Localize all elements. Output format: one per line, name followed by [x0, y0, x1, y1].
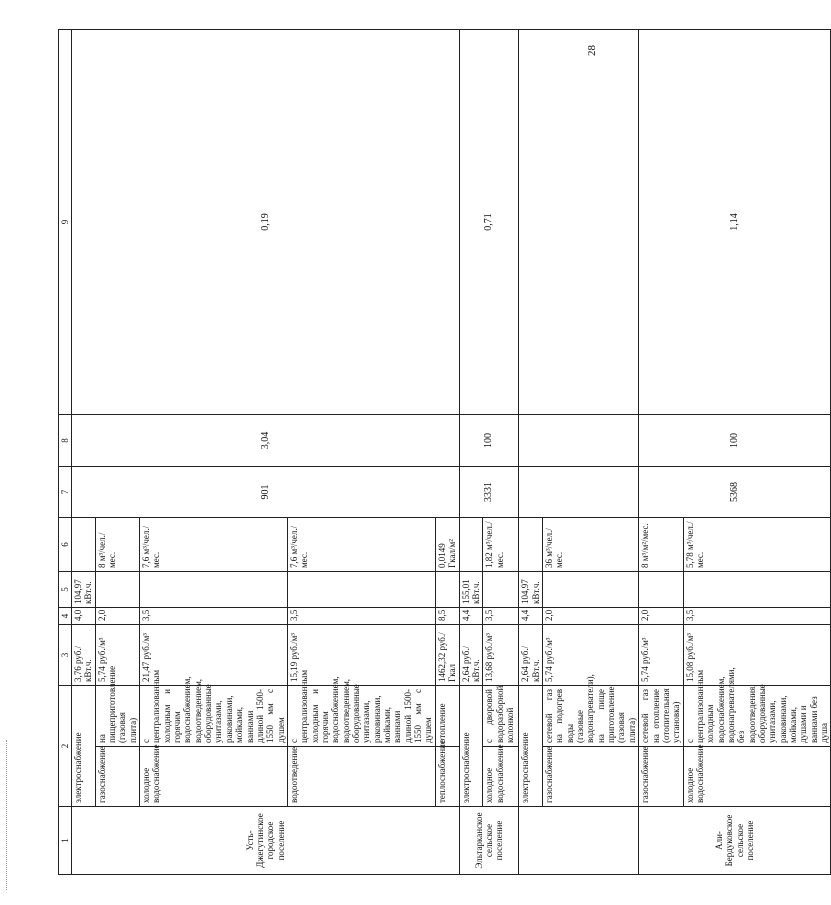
norm-cell — [459, 518, 483, 572]
service-name: газоснабжение — [639, 747, 683, 807]
settlement-name: Усть-Джегутинское городское поселение — [72, 807, 460, 875]
norm-kwh-cell: 104,97 кВт.ч. — [72, 572, 96, 608]
header-cell: 2 — [59, 686, 72, 807]
norm-cell — [72, 518, 96, 572]
ratio-cell: 1,14 — [639, 30, 831, 415]
percent-cell: 100 — [639, 415, 831, 467]
norm-cell: 8 м³/чел./мес. — [95, 518, 139, 572]
service-name: теплоснабжение — [435, 747, 459, 807]
header-row — [59, 30, 72, 875]
header-cell: 6 — [59, 518, 72, 572]
rate-cell: 2,0 — [639, 608, 683, 625]
tariff-cell: 15,19 руб./м³ — [287, 625, 435, 686]
service-name: газоснабжение — [543, 747, 639, 807]
norm-kwh-cell — [435, 572, 459, 608]
service-description: с централизованным холодным и горячим водоснабжением, водоотведением, оборудованные унитазами, раковинами, мойками, ваннами длиной 1500-1550 мм с душем — [287, 686, 435, 747]
settlement-name — [519, 807, 639, 875]
utilities-table — [58, 29, 831, 875]
header-cell: 9 — [59, 30, 72, 415]
norm-kwh-cell — [287, 572, 435, 608]
norm-cell: 7,6 м³/чел./мес. — [140, 518, 288, 572]
service-name: водоотведение — [287, 747, 435, 807]
rate-cell: 3,5 — [483, 608, 519, 625]
service-name: электроснабжение — [459, 686, 483, 807]
norm-kwh-cell — [543, 572, 639, 608]
norm-kwh-cell: 155,01 кВт.ч. — [459, 572, 483, 608]
norm-cell: 1,82 м³/чел./мес. — [483, 518, 519, 572]
table-row — [459, 30, 483, 875]
norm-cell — [519, 518, 543, 572]
rate-cell: 4,4 — [519, 608, 543, 625]
norm-cell: 5,78 м³/чел./мес. — [683, 518, 831, 572]
header-cell: 5 — [59, 572, 72, 608]
rate-cell: 3,5 — [683, 608, 831, 625]
service-name: газоснабжение — [95, 747, 139, 807]
service-description: с централизованным холодным и горячим водоснабжением, водоотведением, оборудованные унитазами, раковинами, мойками, ваннами длиной 1500-1550 мм с душем — [140, 686, 288, 747]
norm-kwh-cell — [95, 572, 139, 608]
norm-kwh-cell — [483, 572, 519, 608]
tariff-cell: 5,74 руб./м³ — [543, 625, 639, 686]
norm-cell: 8 м³/м²/мес. — [639, 518, 683, 572]
service-description: сетевой газ на отопление (отопительная установка) — [639, 686, 683, 747]
rotated-page — [58, 30, 829, 875]
norm-kwh-cell: 104,97 кВт.ч. — [519, 572, 543, 608]
header-cell: 1 — [59, 807, 72, 875]
tariff-cell: 1462,32 руб./Гкал — [435, 625, 459, 686]
service-description: с централизованным холодным водоснабжением, водонагревателями, без водоотведения, оборудованные унитазами, раковинами, мойками, душами и ваннами без душа — [683, 686, 831, 747]
percent-cell — [519, 415, 639, 467]
norm-kwh-cell — [683, 572, 831, 608]
rate-cell: 3,5 — [140, 608, 288, 625]
norm-cell: 36 м³/чел./мес. — [543, 518, 639, 572]
tariff-cell: 2,64 руб./кВт.ч. — [459, 625, 483, 686]
table-row — [72, 30, 96, 875]
settlement-name: Али-Бердуковское сельское поселение — [639, 807, 831, 875]
norm-kwh-cell — [140, 572, 288, 608]
rate-cell: 4,0 — [72, 608, 96, 625]
service-description: с дворовой водоразборной колонкой — [483, 686, 519, 747]
header-cell: 4 — [59, 608, 72, 625]
tariff-cell: 5,74 руб./м³ — [95, 625, 139, 686]
header-cell: 8 — [59, 415, 72, 467]
ratio-cell: 0,19 — [72, 30, 460, 415]
rate-cell: 2,0 — [95, 608, 139, 625]
rate-cell: 4,4 — [459, 608, 483, 625]
service-name: холодное водоснабжение — [140, 747, 288, 807]
rate-cell: 2,0 — [543, 608, 639, 625]
service-name: электроснабжение — [519, 686, 543, 807]
tariff-cell: 21,47 руб./м³ — [140, 625, 288, 686]
service-name: электроснабжение — [72, 686, 96, 807]
service-description: на пищеприготовление (газовая плита) — [95, 686, 139, 747]
count-cell: 3331 — [459, 467, 519, 518]
tariff-cell: 2,64 руб./кВт.ч. — [519, 625, 543, 686]
settlement-name: Эльтарканское сельское поселение — [459, 807, 519, 875]
tariff-cell: 13,68 руб./м³ — [483, 625, 519, 686]
tariff-cell: 3,76 руб./кВт.ч. — [72, 625, 96, 686]
percent-cell: 3,04 — [72, 415, 460, 467]
service-name: холодное водоснабжение — [683, 747, 831, 807]
header-cell: 3 — [59, 625, 72, 686]
count-cell: 5368 — [639, 467, 831, 518]
page-number: 28 — [586, 45, 598, 56]
table-row — [519, 30, 543, 875]
norm-cell: 0,0149 Гкал/м² — [435, 518, 459, 572]
header-cell: 7 — [59, 467, 72, 518]
scan-edge-marks — [6, 740, 9, 890]
service-description: сетевой газ на подогрев воды (газовые водонагреватели), на пище приготовление (газовая плита) — [543, 686, 639, 747]
percent-cell: 100 — [459, 415, 519, 467]
count-cell — [519, 467, 639, 518]
table-row — [639, 30, 683, 875]
tariff-cell: 5,74 руб./м³ — [639, 625, 683, 686]
service-description: отопление — [435, 686, 459, 747]
count-cell: 901 — [72, 467, 460, 518]
ratio-cell — [519, 30, 639, 415]
norm-kwh-cell — [639, 572, 683, 608]
ratio-cell: 0,71 — [459, 30, 519, 415]
tariff-cell: 15,08 руб./м³ — [683, 625, 831, 686]
service-name: холодное водоснабжение — [483, 747, 519, 807]
rate-cell: 8,5 — [435, 608, 459, 625]
rate-cell: 3,5 — [287, 608, 435, 625]
norm-cell: 7,6 м³/чел./мес. — [287, 518, 435, 572]
